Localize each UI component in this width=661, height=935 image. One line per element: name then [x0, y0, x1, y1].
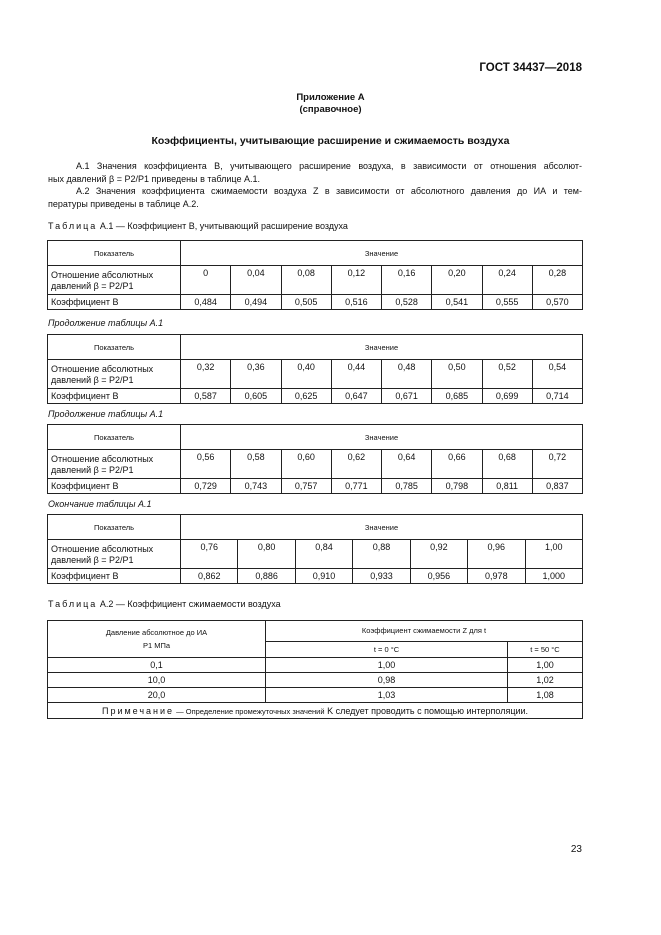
- table-a1-header-value: Значение: [181, 515, 583, 540]
- table-a1-ratio-cell: 0,64: [382, 450, 432, 479]
- table-a1-coeff-label: Коэффициент B: [48, 569, 181, 584]
- table-a1-header-param: Показатель: [48, 425, 181, 450]
- table-a1-coeff-cell: 0,555: [482, 295, 532, 310]
- table-a1-part-caption: Продолжение таблицы А.1: [48, 318, 164, 328]
- table-a1-ratio-label: [48, 360, 181, 389]
- table-a1-coeff-cell: 0,933: [353, 569, 410, 584]
- table-a1-ratio-label-a: Отношение абсолютных: [51, 269, 154, 280]
- table-a1-part-caption: Окончание таблицы А.1: [48, 499, 152, 509]
- table-a2-note-text: Определение промежуточных значений: [185, 706, 325, 716]
- annex-title: Приложение А: [296, 92, 365, 103]
- table-a1-part-caption: Продолжение таблицы А.1: [48, 409, 164, 419]
- table-a1-ratio-cell: 0: [181, 266, 231, 295]
- table-a1-ratio-label: [48, 266, 181, 295]
- table-a1-coeff-cell: 0,528: [382, 295, 432, 310]
- table-a1-ratio-cell: 0,68: [482, 450, 532, 479]
- paragraph-a2-line1: А.2 Значения коэффициента сжимаемости воздуха Z в зависимости от абсолютного давления до ИА и тем-: [76, 186, 582, 196]
- table-a1-ratio-cell: 0,76: [181, 540, 238, 569]
- table-a1-part: [47, 240, 583, 310]
- table-a1-coeff-cell: 0,699: [482, 389, 532, 404]
- table-a2-pressure-cell: 10,0: [48, 673, 266, 688]
- table-a1-coeff-label: Коэффициент B: [48, 479, 181, 494]
- table-a1-caption-text: А.1 — Коэффициент B, учитывающий расширение воздуха: [99, 221, 348, 231]
- table-a1-ratio-cell: 0,60: [281, 450, 331, 479]
- table-a1-ratio-cell: 0,58: [231, 450, 281, 479]
- table-a1-ratio-cell: 0,88: [353, 540, 410, 569]
- table-a1-part: [47, 334, 583, 404]
- table-a1-ratio-cell: 0,20: [432, 266, 482, 295]
- table-a1-ratio-cell: 0,16: [382, 266, 432, 295]
- table-a1-coeff-cell: 0,494: [231, 295, 281, 310]
- table-a1-header-value: Значение: [181, 335, 583, 360]
- table-a1-coeff-cell: 0,729: [181, 479, 231, 494]
- table-a2-row: [48, 688, 583, 703]
- table-a1-ratio-cell: 0,28: [532, 266, 582, 295]
- page-number: 23: [570, 844, 582, 855]
- paragraph-a1-line1: А.1 Значения коэффициента B, учитывающего расширение воздуха, в зависимости от отношения абсолют-: [76, 161, 582, 171]
- table-a1-ratio-cell: 0,50: [432, 360, 482, 389]
- table-a1-ratio-cell: 0,24: [482, 266, 532, 295]
- table-a1-ratio-cell: 0,12: [331, 266, 381, 295]
- table-a2-pressure-cell: 0,1: [48, 658, 266, 673]
- table-a2: [47, 620, 583, 719]
- annex-subtitle: (справочное): [299, 104, 362, 115]
- table-a1-ratio-cell: 0,40: [281, 360, 331, 389]
- table-a1-ratio-cell: 1,00: [525, 540, 582, 569]
- table-a1-header-param: Показатель: [48, 241, 181, 266]
- table-a1-coeff-cell: 0,647: [331, 389, 381, 404]
- table-a2-caption-word: Таблица: [48, 599, 98, 609]
- table-a2-z50-cell: 1,08: [508, 688, 583, 703]
- table-a1-ratio-label-a: Отношение абсолютных: [51, 363, 154, 374]
- table-a1-coeff-cell: 0,505: [281, 295, 331, 310]
- table-a1-header-param: Показатель: [48, 515, 181, 540]
- table-a1-ratio-cell: 0,62: [331, 450, 381, 479]
- table-a1-coeff-label: Коэффициент B: [48, 295, 181, 310]
- table-a1-ratio-label-b: давлений β = P2/P1: [51, 554, 134, 565]
- paragraph-a1-line2: ных давлений β = P2/P1 приведены в таблице А.1.: [48, 173, 261, 184]
- table-a1-ratio-label: [48, 450, 181, 479]
- table-a1-header-param: Показатель: [48, 335, 181, 360]
- table-a2-z0-cell: 0,98: [266, 673, 508, 688]
- table-a1-header-value: Значение: [181, 425, 583, 450]
- table-a1-ratio-cell: 0,48: [382, 360, 432, 389]
- table-a1-ratio-cell: 0,72: [532, 450, 582, 479]
- table-a2-note: [48, 703, 583, 719]
- table-a1-ratio-cell: 0,54: [532, 360, 582, 389]
- table-a1-ratio-label-b: давлений β = P2/P1: [51, 464, 134, 475]
- table-a2-header-pressure-a: Давление абсолютное до ИА: [105, 628, 208, 637]
- table-a1-header-value: Значение: [181, 241, 583, 266]
- paragraph-a2-line2: пературы приведены в таблице А.2.: [48, 198, 199, 209]
- table-a1-caption-word: Таблица: [48, 221, 98, 231]
- table-a2-header-z: Коэффициент сжимаемости Z для t: [266, 621, 583, 642]
- table-a1-ratio-cell: 0,04: [231, 266, 281, 295]
- table-a1-ratio-label: [48, 540, 181, 569]
- table-a1-coeff-cell: 0,484: [181, 295, 231, 310]
- table-a1-ratio-label-a: Отношение абсолютных: [51, 543, 154, 554]
- table-a1-coeff-cell: 0,587: [181, 389, 231, 404]
- table-a1-part: [47, 514, 583, 584]
- table-a2-z50-cell: 1,00: [508, 658, 583, 673]
- table-a2-z0-cell: 1,00: [266, 658, 508, 673]
- table-a1-coeff-cell: 0,837: [532, 479, 582, 494]
- table-a1-coeff-cell: 0,516: [331, 295, 381, 310]
- table-a2-header-t0: t = 0 °C: [266, 641, 508, 657]
- table-a1-ratio-cell: 0,56: [181, 450, 231, 479]
- table-a1-coeff-cell: 0,671: [382, 389, 432, 404]
- table-a1-coeff-cell: 0,811: [482, 479, 532, 494]
- table-a1-coeff-cell: 0,886: [238, 569, 295, 584]
- table-a1-coeff-cell: 0,956: [410, 569, 467, 584]
- table-a1-ratio-cell: 0,80: [238, 540, 295, 569]
- table-a1-ratio-label-b: давлений β = P2/P1: [51, 374, 134, 385]
- table-a1-ratio-cell: 0,84: [295, 540, 352, 569]
- table-a1-coeff-cell: 0,771: [331, 479, 381, 494]
- table-a1-ratio-cell: 0,44: [331, 360, 381, 389]
- table-a2-header-pressure-b: P1 МПа: [142, 641, 171, 650]
- table-a1-ratio-cell: 0,36: [231, 360, 281, 389]
- table-a1-ratio-label-a: Отношение абсолютных: [51, 453, 154, 464]
- table-a1-coeff-label: Коэффициент B: [48, 389, 181, 404]
- table-a1-coeff-cell: 0,685: [432, 389, 482, 404]
- table-a1-coeff-cell: 0,714: [532, 389, 582, 404]
- table-a1-coeff-cell: 0,862: [181, 569, 238, 584]
- table-a1-coeff-cell: 0,570: [532, 295, 582, 310]
- paragraph-a1: [48, 160, 582, 185]
- table-a1-coeff-cell: 0,978: [468, 569, 525, 584]
- table-a1-coeff-cell: 0,798: [432, 479, 482, 494]
- table-a2-z50-cell: 1,02: [508, 673, 583, 688]
- table-a2-note-dash: —: [174, 706, 186, 716]
- table-a1-ratio-cell: 0,08: [281, 266, 331, 295]
- table-a2-note-text-k: K следует проводить с помощью интерполяции.: [324, 705, 529, 716]
- table-a2-z0-cell: 1,03: [266, 688, 508, 703]
- table-a2-header-pressure: [48, 621, 266, 658]
- table-a1-ratio-cell: 0,32: [181, 360, 231, 389]
- table-a1-coeff-cell: 0,625: [281, 389, 331, 404]
- table-a2-pressure-cell: 20,0: [48, 688, 266, 703]
- table-a1-ratio-label-b: давлений β = P2/P1: [51, 280, 134, 291]
- paragraph-a2: [48, 185, 582, 210]
- table-a1-coeff-cell: 0,541: [432, 295, 482, 310]
- table-a2-caption: [48, 599, 281, 609]
- table-a1-coeff-cell: 1,000: [525, 569, 582, 584]
- table-a1-coeff-cell: 0,605: [231, 389, 281, 404]
- table-a2-row: [48, 673, 583, 688]
- table-a1-coeff-cell: 0,785: [382, 479, 432, 494]
- table-a2-row: [48, 658, 583, 673]
- table-a1-ratio-cell: 0,52: [482, 360, 532, 389]
- table-a2-header-t50: t = 50 °C: [508, 641, 583, 657]
- table-a1-caption: [48, 221, 348, 231]
- standard-number: ГОСТ 34437—2018: [479, 62, 582, 74]
- table-a1-coeff-cell: 0,910: [295, 569, 352, 584]
- table-a1-ratio-cell: 0,66: [432, 450, 482, 479]
- table-a1-coeff-cell: 0,757: [281, 479, 331, 494]
- table-a1-ratio-cell: 0,96: [468, 540, 525, 569]
- table-a1-part: [47, 424, 583, 494]
- section-heading: Коэффициенты, учитывающие расширение и сжимаемость воздуха: [151, 135, 510, 147]
- table-a2-caption-text: А.2 — Коэффициент сжимаемости воздуха: [99, 599, 281, 609]
- table-a1-ratio-cell: 0,92: [410, 540, 467, 569]
- table-a1-coeff-cell: 0,743: [231, 479, 281, 494]
- table-a2-note-label: Примечание: [101, 705, 175, 716]
